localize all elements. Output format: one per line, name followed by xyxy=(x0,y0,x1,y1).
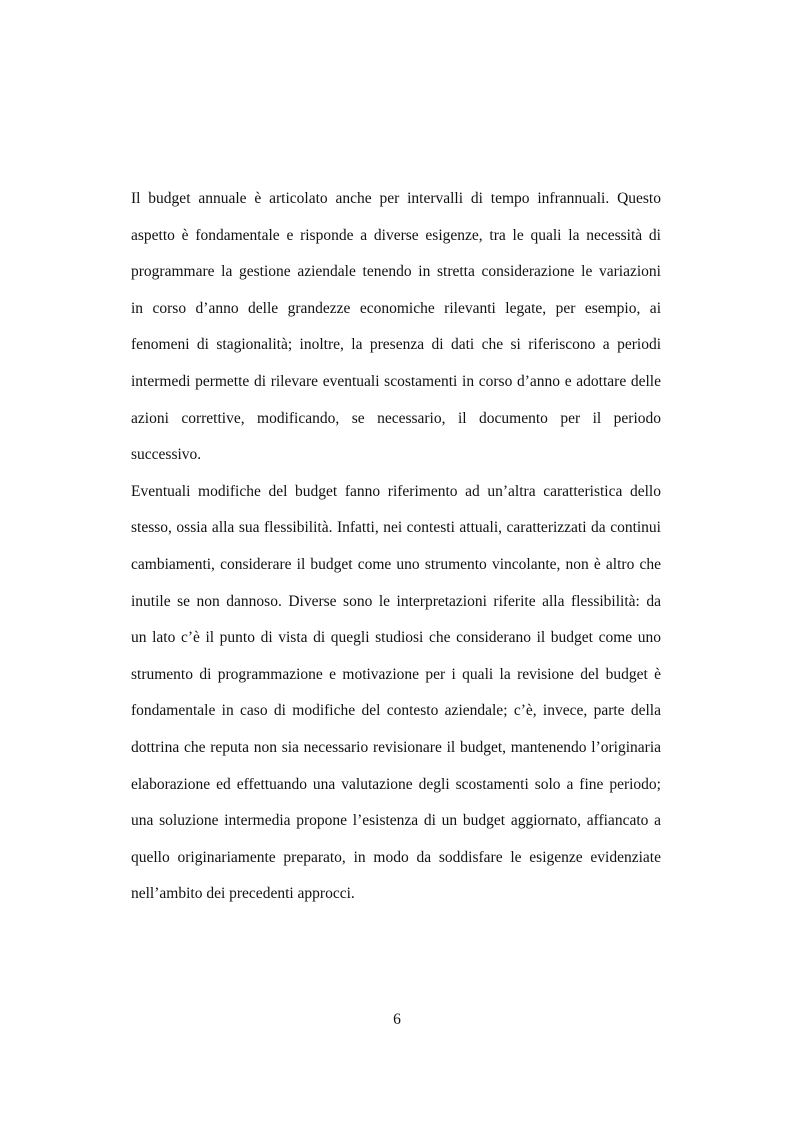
text-line: in corso d’anno delle grandezze economiche rilevanti legate, per esempio, ai xyxy=(131,299,661,317)
text-line: una soluzione intermedia propone l’esistenza di un budget aggiornato, affiancato a xyxy=(131,812,661,830)
text-line: dottrina che reputa non sia necessario revisionare il budget, mantenendo l’originaria xyxy=(131,738,661,756)
text-line: cambiamenti, considerare il budget come uno strumento vincolante, non è altro che xyxy=(131,555,661,573)
text-line: inutile se non dannoso. Diverse sono le interpretazioni riferite alla flessibilità: da xyxy=(131,592,661,610)
text-line: nell’ambito dei precedenti approcci. xyxy=(131,885,355,903)
text-line: programmare la gestione aziendale tenendo in stretta considerazione le variazioni xyxy=(131,263,661,281)
text-line: elaborazione ed effettuando una valutazione degli scostamenti solo a fine periodo; xyxy=(131,775,661,793)
text-line: strumento di programmazione e motivazione per i quali la revisione del budget è xyxy=(131,665,661,683)
page-number: 6 xyxy=(393,1011,401,1028)
paragraph-budget-flexibility xyxy=(131,477,661,916)
text-line: fenomeni di stagionalità; inoltre, la presenza di dati che si riferiscono a periodi xyxy=(131,336,661,354)
text-line: Il budget annuale è articolato anche per intervalli di tempo infrannuali. Questo xyxy=(131,190,661,207)
text-line: un lato c’è il punto di vista di quegli studiosi che considerano il budget come uno xyxy=(131,629,661,647)
text-line: successivo. xyxy=(131,446,202,464)
text-line: intermedi permette di rilevare eventuali scostamenti in corso d’anno e adottare delle xyxy=(131,372,661,390)
paragraph-budget-intervals xyxy=(131,184,661,477)
text-line: fondamentale in caso di modifiche del contesto aziendale; c’è, invece, parte della xyxy=(131,702,661,720)
body-text xyxy=(131,184,661,916)
text-line: stesso, ossia alla sua flessibilità. Infatti, nei contesti attuali, caratterizzati da continui xyxy=(131,519,661,537)
text-line: azioni correttive, modificando, se necessario, il documento per il periodo xyxy=(131,409,661,427)
text-line: aspetto è fondamentale e risponde a diverse esigenze, tra le quali la necessità di xyxy=(131,226,661,244)
text-line: quello originariamente preparato, in modo da soddisfare le esigenze evidenziate xyxy=(131,848,661,866)
text-line: Eventuali modifiche del budget fanno riferimento ad un’altra caratteristica dello xyxy=(131,482,661,500)
